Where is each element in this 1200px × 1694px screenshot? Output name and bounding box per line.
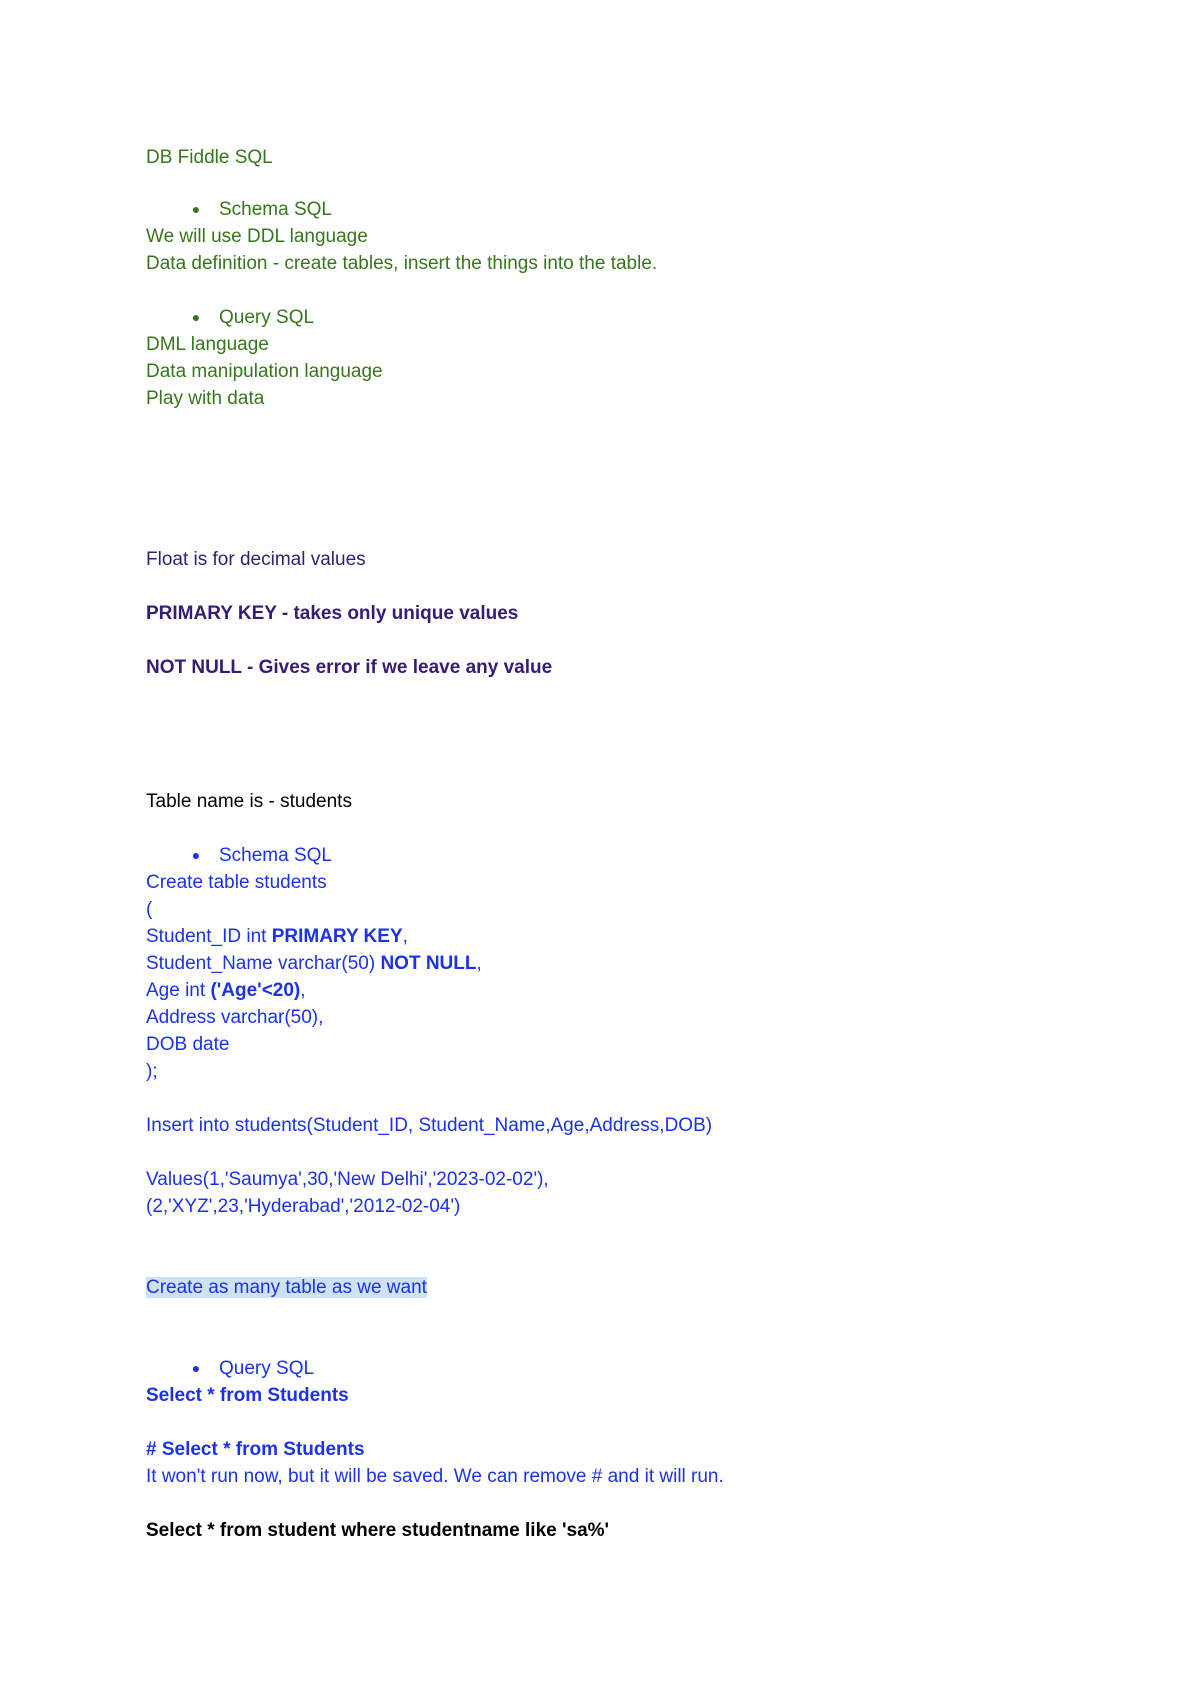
sql-column-address: Address varchar(50), [146,1007,324,1028]
text-line: Data definition - create tables, insert the things into the table. [146,253,658,274]
sql-close-paren: ); [146,1061,158,1082]
sql-column-dob: DOB date [146,1034,230,1055]
bullet-label: Query SQL [219,307,315,328]
sql-select-like: Select * from student where studentname like 'sa%' [146,1520,610,1541]
bullet-icon: ● [191,1360,201,1376]
sql-select-line: Select * from Students [146,1385,349,1406]
sql-text: Age int [146,980,211,1001]
text-line: Play with data [146,388,265,409]
highlighted-note-line [146,1274,427,1301]
sql-text: , [476,953,482,974]
bullet-label: Schema SQL [219,199,332,220]
sql-keyword: PRIMARY KEY [271,926,403,947]
sql-column-student-id [146,923,408,950]
bullet-icon: ● [191,309,201,325]
sql-column-age [146,977,306,1004]
sql-text: Student_Name varchar(50) [146,953,381,974]
sql-column-student-name [146,950,482,977]
sql-keyword: NOT NULL [380,953,477,974]
sql-values-line-2: (2,'XYZ',23,'Hyderabad','2012-02-04') [146,1196,461,1217]
table-name-line: Table name is - students [146,791,352,812]
doc-title: DB Fiddle SQL [146,147,273,168]
sql-insert-line: Insert into students(Student_ID, Student_Name,Age,Address,DOB) [146,1115,713,1136]
sql-values-line-1: Values(1,'Saumya',30,'New Delhi','2023-02-02'), [146,1169,549,1190]
bullet-label: Schema SQL [219,845,332,866]
note-float: Float is for decimal values [146,549,366,570]
sql-text: Student_ID int [146,926,272,947]
highlighted-note: Create as many table as we want [146,1277,427,1298]
bullet-icon: ● [191,201,201,217]
bullet-label: Query SQL [219,1358,315,1379]
sql-open-paren: ( [146,899,153,920]
sql-select-commented: # Select * from Students [146,1439,365,1460]
note-primary-key: PRIMARY KEY - takes only unique values [146,603,519,624]
sql-text: , [402,926,408,947]
sql-create-line: Create table students [146,872,327,893]
comment-note: It won't run now, but it will be saved. We can remove # and it will run. [146,1466,724,1487]
bullet-icon: ● [191,847,201,863]
sql-keyword: ('Age'<20) [210,980,301,1001]
note-not-null: NOT NULL - Gives error if we leave any value [146,657,553,678]
text-line: Data manipulation language [146,361,383,382]
sql-text: , [300,980,306,1001]
text-line: We will use DDL language [146,226,368,247]
text-line: DML language [146,334,269,355]
